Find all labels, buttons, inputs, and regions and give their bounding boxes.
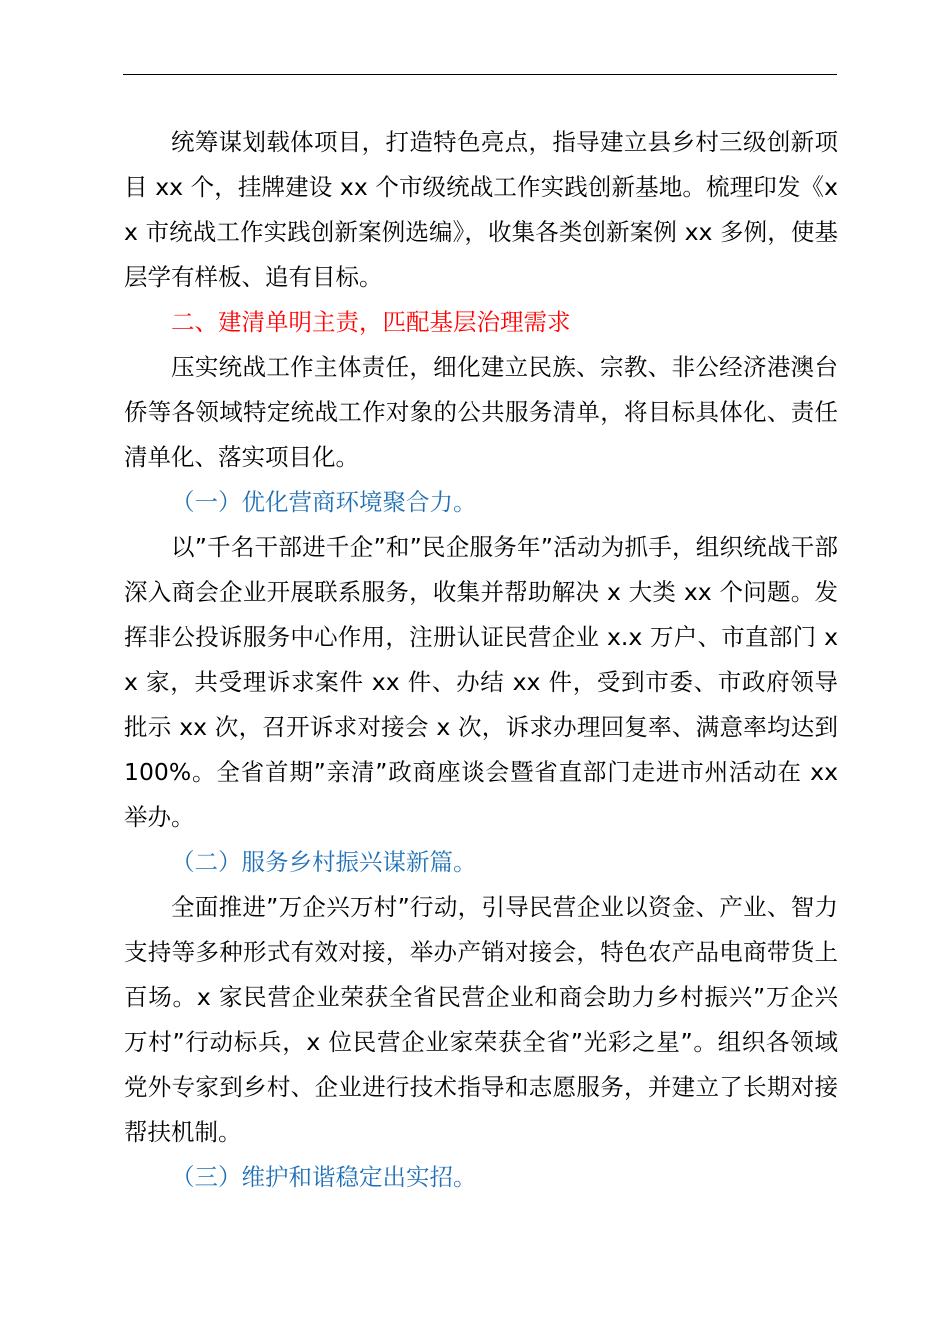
subheading-business-environment: （一）优化营商环境聚合力。 (171, 488, 477, 516)
document-body (124, 120, 838, 1200)
header-rule (123, 74, 837, 75)
paragraph-innovation-projects: 统筹谋划载体项目，打造特色亮点，指导建立县乡村三级创新项目 xx 个，挂牌建设 xx 个市级统战工作实践创新基地。梳理印发《xx 市统战工作实践创新案例选编》，收集各类创新案例 xx 多例，使基层学有样板、追有目标。 (124, 128, 838, 291)
subheading-stability: （三）维护和谐稳定出实招。 (171, 1163, 477, 1191)
subheading-rural-revitalization: （二）服务乡村振兴谋新篇。 (171, 848, 477, 876)
section-heading-2: 二、建清单明主责，匹配基层治理需求 (171, 308, 571, 336)
paragraph-responsibility: 压实统战工作主体责任，细化建立民族、宗教、非公经济港澳台侨等各领域特定统战工作对象的公共服务清单，将目标具体化、责任清单化、落实项目化。 (124, 353, 838, 471)
paragraph-business-environment: 以”千名干部进千企”和”民企服务年”活动为抓手，组织统战干部深入商会企业开展联系服务，收集并帮助解决 x 大类 xx 个问题。发挥非公投诉服务中心作用，注册认证民营企业 x.x 万户、市直部门 xx 家，共受理诉求案件 xx 件、办结 xx 件，受到市委、市政府领导批示 xx 次，召开诉求对接会 x 次，诉求办理回复率、满意率均达到 100%。全省首期”亲清”政商座谈会暨省直部门走进市州活动在 xx 举办。 (124, 533, 838, 831)
paragraph-rural-revitalization: 全面推进”万企兴万村”行动，引导民营企业以资金、产业、智力支持等多种形式有效对接，举办产销对接会，特色农产品电商带货上百场。x 家民营企业荣获全省民营企业和商会助力乡村振兴”万企兴万村”行动标兵，x 位民营企业家荣获全省”光彩之星”。组织各领域党外专家到乡村、企业进行技术指导和志愿服务，并建立了长期对接帮扶机制。 (124, 893, 838, 1146)
